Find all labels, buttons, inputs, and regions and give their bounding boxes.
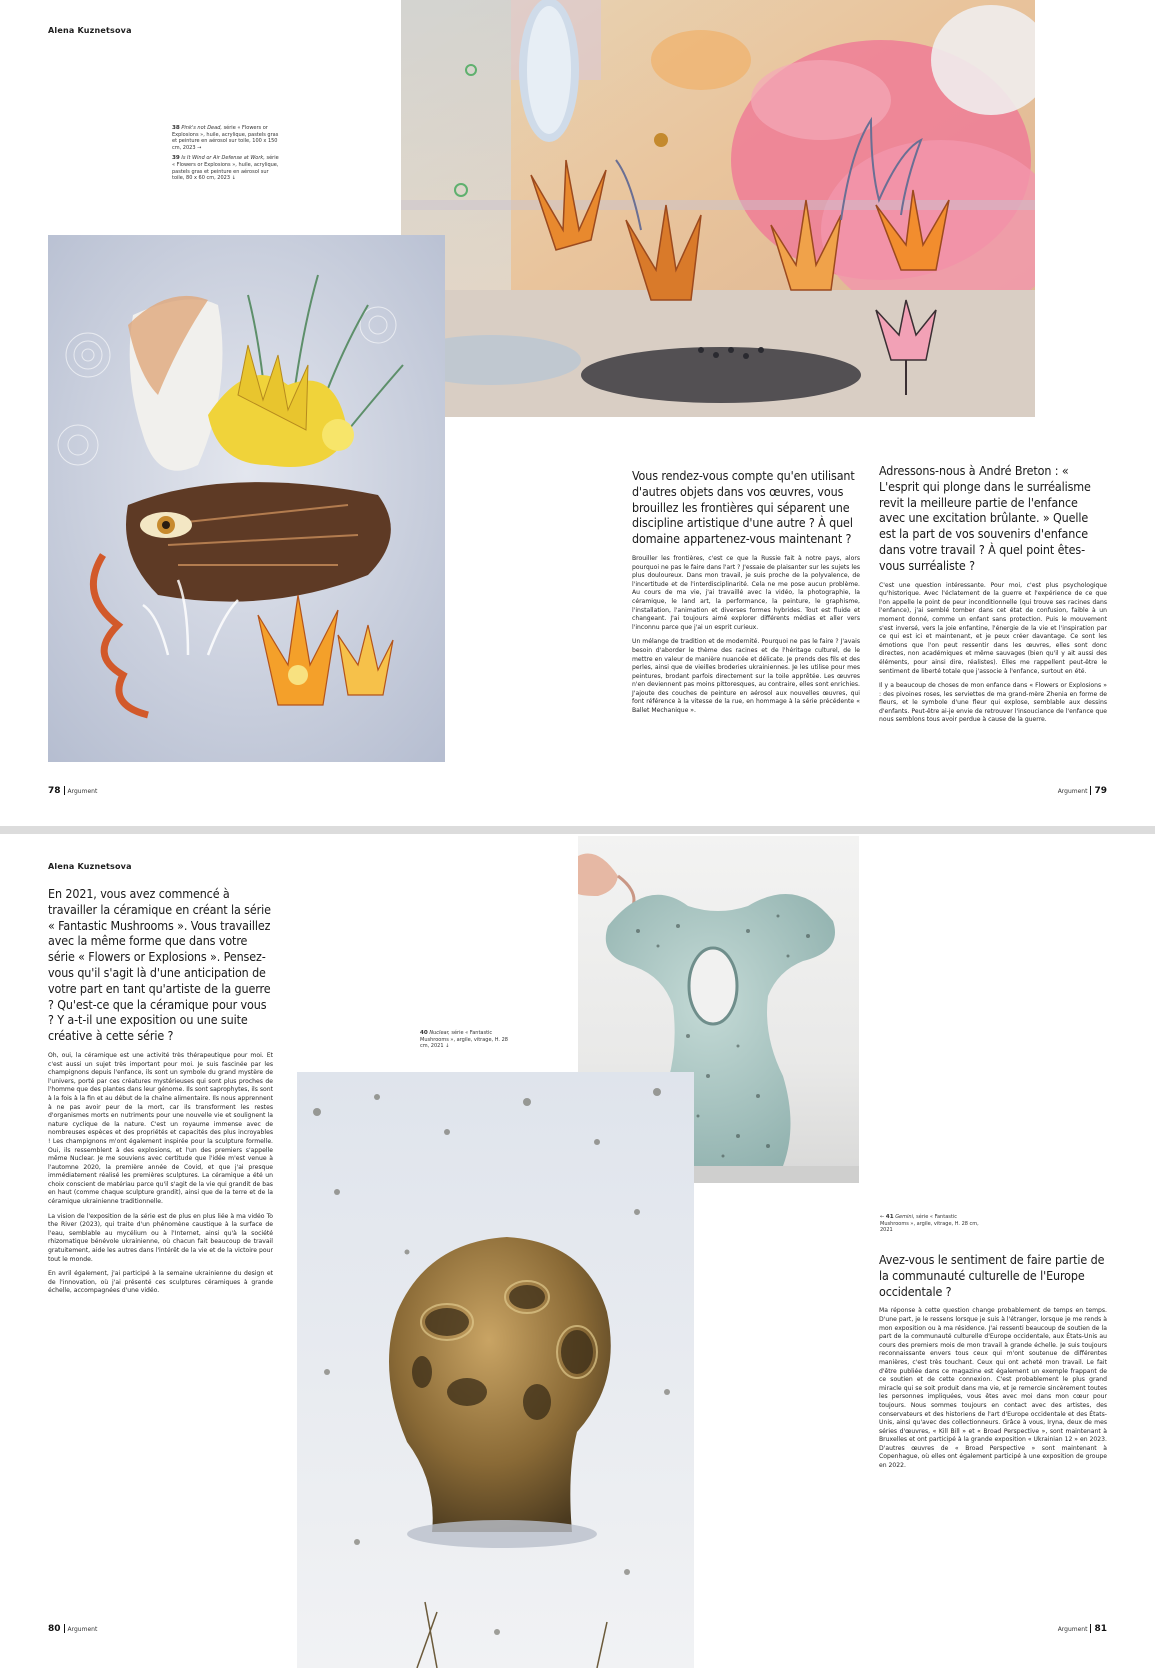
interview-column-left bbox=[48, 886, 273, 1302]
ceramic-nuclear-photo bbox=[297, 1072, 694, 1668]
folio-81: Argument 81 bbox=[1057, 1624, 1107, 1634]
interview-column-left bbox=[632, 468, 860, 722]
question-heading: En 2021, vous avez commencé à travailler la céramique en créant la série « Fantastic Mushrooms ». Vous travaillez avec la même forme que dans votre série « Flowers or Explosions ». Pensez-vous qu'il s'agit là d'une anticipation de votre part en tant qu'artiste de la guerre ? Qu'est-ce que la céramique pour vous ? Y a-t-il une exposition ou une suite créative à cette série ? bbox=[48, 886, 271, 1044]
folio-80: 80 Argument bbox=[48, 1624, 98, 1634]
answer-paragraph: Brouiller les frontières, c'est ce que la Russie fait à notre pays, alors pourquoi ne pas le faire dans l'art ? J'essaie de plaisanter sur les sujets les plus douloureux. Dans mon travail, je suis proche de la polyvalence, de l'incertitude et de l'interdisciplinarité. Cela ne me pose aucun problème. Au cours de ma vie, j'ai travaillé avec la vidéo, la photographie, la céramique, le land art, la performance, la peinture, le graphisme, l'installation, l'animation et diverses formes hybrides. Tout est fluide et changeant. J'ai toujours aimé explorer différents médias et aller vers l'inconnu parce que j'ai un esprit curieux. bbox=[632, 554, 860, 631]
painting-pinks-not-dead-image bbox=[401, 0, 1035, 417]
answer-body bbox=[879, 1307, 1107, 1470]
question-heading: Vous rendez-vous compte qu'en utilisant d'autres objets dans vos œuvres, vous brouillez les frontières qui séparent une discipline artistique d'une autre ? À quel domaine appartenez-vous maintenant ? bbox=[632, 468, 855, 547]
folio-78: 78 Argument bbox=[48, 786, 98, 796]
caption-41: ← 41 Gemini, série « Fantastic Mushrooms », argile, vitrage, H. 28 cm, 2021 bbox=[880, 1214, 979, 1234]
answer-paragraph: C'est une question intéressante. Pour moi, c'est plus psychologique qu'historique. Avec l'éclatement de la guerre et l'expérience de ce que l'on appelle le point de peur inconditionnelle (qui trouve ses racines dans l'enfance), j'ai semblé tomber dans cet état de confusion, faible à un moment donné, comme un enfant sans protection. Puis le mouvement s'est inversé, vers la joie enfantine, l'énergie de la vie et l'inspiration par ce qui est ici et maintenant, et je peux créer davantage. Ce sont les émotions que l'on peut ressentir dans les œuvres, elles sont donc directes, non académiques et même sauvages (bien qu'il y ait aussi des éléments, pour ainsi dire, réalistes). Elles me rappellent peut-être le sentiment de liberté totale que j'associe à l'enfance, surtout en été. bbox=[879, 581, 1107, 675]
answer-body bbox=[879, 582, 1107, 726]
question-heading: Avez-vous le sentiment de faire partie de la communauté culturelle de l'Europe occidentale ? bbox=[879, 1252, 1105, 1299]
captions-top bbox=[172, 125, 282, 186]
running-head-author: Alena Kuznetsova bbox=[48, 862, 132, 871]
spread-divider bbox=[0, 826, 1155, 834]
spread-pages-78-79 bbox=[0, 0, 1155, 826]
folio-79: Argument 79 bbox=[1057, 786, 1107, 796]
interview-column-right bbox=[879, 1252, 1107, 1477]
interview-column-right bbox=[879, 463, 1107, 731]
answer-paragraph: La vision de l'exposition de la série est de plus en plus liée à ma vidéo To the River (2023), qui traite d'un phénomène caustique à la surface de l'eau, semblable au mycélium ou à l'Internet, ainsi qu'à la société rhizomatique bénévole ukrainienne, où chacun fait beaucoup de travail gratuitement, aide les autres dans l'intérêt de la vie et de la victoire pour tout le monde. bbox=[48, 1212, 273, 1263]
running-head-author: Alena Kuznetsova bbox=[48, 26, 132, 35]
answer-body bbox=[632, 555, 860, 716]
answer-paragraph: Ma réponse à cette question change probablement de temps en temps. D'une part, je le ressens lorsque je suis à l'étranger, lorsque je me rends à mon exposition ou à ma résidence. J'ai ressenti beaucoup de soutien de la part de la communauté culturelle d'Europe occidentale, aux États-Unis au cours des premiers mois de mon travail à grande échelle. Je suis toujours reconnaissante envers tous ceux qui m'ont soutenue de différentes manières, c'est très touchant. Ceux qui ont acheté mon travail. Le fait d'être publiée dans ce magazine est également un exemple frappant de ce soutien et de cette connexion. C'est probablement le plus grand miracle qui se soit produit dans ma vie, et je remercie sincèrement toutes les personnes impliquées, vous êtes avec moi dans mon cœur pour toujours. Nous sommes toujours en contact avec des artistes, des conservateurs et des historiens de l'art d'Europe occidentale et des États-Unis, ainsi qu'avec des collectionneurs. Grâce à vous, Iryna, deux de mes séries d'œuvres, « Kill Bill » et « Broad Perspective », sont maintenant à Bruxelles et ont participé à la grande exposition « Ukrainian 12 » en 2023. D'autres œuvres de « Broad Perspective » sont maintenant à Copenhague, où elles ont également participé à une exposition de groupe en 2022. bbox=[879, 1307, 1107, 1470]
caption-38: 38 Pink's not Dead, série « Flowers or Explosions », huile, acrylique, pastels gras et peinture en aérosol sur toile, 100 x 150 cm, 2023 → bbox=[172, 125, 279, 151]
answer-body bbox=[48, 1052, 273, 1296]
answer-paragraph: En avril également, j'ai participé à la semaine ukrainienne du design et de l'innovation, où j'ai présenté ces sculptures céramiques à grande échelle, accompagnées d'une vidéo. bbox=[48, 1270, 273, 1295]
question-heading: Adressons-nous à André Breton : « L'esprit qui plonge dans le surréalisme revit la meilleure partie de l'enfance avec une excitation brûlante. » Quelle est la part de vos souvenirs d'enfance dans votre travail ? À quel point êtes-vous surréaliste ? bbox=[879, 463, 1091, 573]
answer-paragraph: Il y a beaucoup de choses de mon enfance dans « Flowers or Explosions » : des pivoines roses, les serviettes de ma grand-mère Zhenia en forme de fleurs, et le symbole d'une fleur qui explose, semblable aux dessins d'enfants. Peut-être ai-je envie de retrouver l'insouciance de l'enfance que nous semblons tous avoir perdue à cause de la guerre. bbox=[879, 682, 1107, 724]
spread-pages-80-81 bbox=[0, 834, 1155, 1668]
answer-paragraph: Oh, oui, la céramique est une activité très thérapeutique pour moi. Et c'est aussi un sujet très important pour moi. Je suis fascinée par les champignons depuis l'enfance, ils sont un symbole du grand mystère de l'univers, porté par ces créatures mystérieuses qui sont plus proches de l'homme que des plantes dans leur génome. Ils sont saprophytes, ils sont à la fois à la fin et au début de la chaîne alimentaire. Ils nous apprennent à ne pas avoir peur de la mort, car ils transforment les restes d'organismes morts en nutriments pour une nouvelle vie et soulignent la nature cyclique de la nature. C'est un royaume immense avec de nombreuses espèces et des propriétés et capacités des plus incroyables ! Les champignons m'ont également inspirée pour la sculpture formelle. Oui, ils ressemblent à des explosions, et l'un des premiers s'appelle même Nuclear. Je me souviens avec certitude que l'idée m'est venue à l'automne 2020, la première année de Covid, et que j'ai presque immédiatement réalisé les premières sculptures. La céramique a été un choix conscient de matériau parce qu'il s'agit de la vie qui grandit de bas en haut (comme chaque sculpture grandit), ainsi que de la terre et de la céramique ukrainienne traditionnelle. bbox=[48, 1051, 273, 1206]
painting-wind-or-air-defense-image bbox=[48, 235, 445, 762]
answer-paragraph: Un mélange de tradition et de modernité. Pourquoi ne pas le faire ? J'avais besoin d'aborder le thème des racines et de l'héritage culturel, de le mettre en valeur de manière nuancée et délicate. Je prends des fils et des perles, ainsi que de vieilles broderies ukrainiennes. Je les utilise pour mes peintures, brodant parfois directement sur la toile apprêtée. Les œuvres n'en deviennent pas moins pittoresques, au contraire, elles sont enrichies. J'ajoute des couches de peinture en aérosol aux nouvelles œuvres, qui font référence à la vitesse de la rue, en hommage à la série précédente « Ballet Mechanique ». bbox=[632, 638, 860, 715]
caption-39: 39 Is It Wind or Air Defense at Work, série « Flowers or Explosions », huile, acrylique, pastels gras et peinture en aérosol sur toile, 80 x 60 cm, 2023 ↓ bbox=[172, 155, 279, 182]
caption-40: 40 Nuclear, série « Fantastic Mushrooms », argile, vitrage, H. 28 cm, 2021 ↓ bbox=[420, 1030, 508, 1050]
